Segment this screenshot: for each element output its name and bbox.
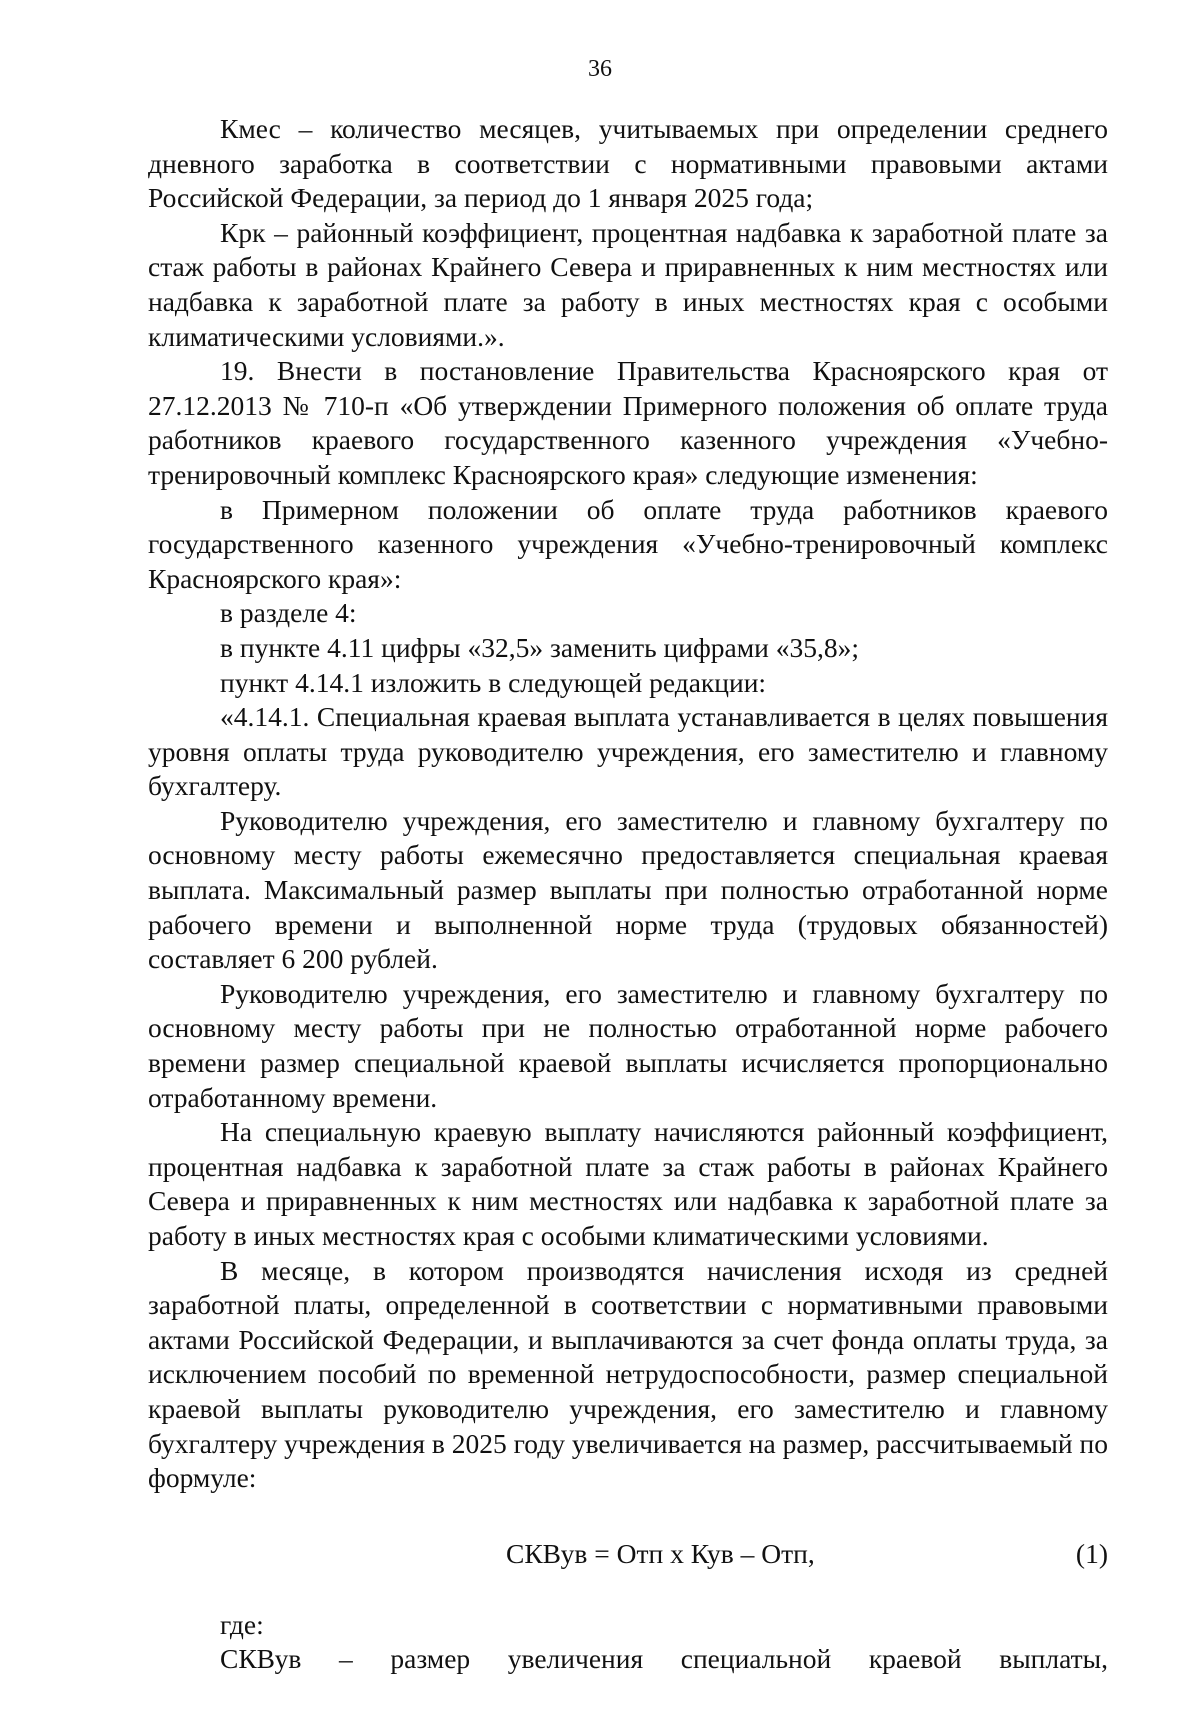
paragraph-point-4-11: в пункте 4.11 цифры «32,5» заменить цифрами «35,8»;	[220, 631, 859, 663]
paragraph-point-4-14-1: пункт 4.14.1 изложить в следующей редакции:	[220, 666, 767, 698]
definition-word: СКВув	[220, 1643, 302, 1675]
paragraph-krk: Крк – районный коэффициент, процентная надбавка к заработной плате за стаж работы в районах Крайнего Севера и приравненных к ним местностях или надбавка к заработной плате за работу в иных местностях края с особыми климатическими условиями.».	[148, 216, 1108, 352]
where-label: где:	[220, 1608, 264, 1640]
document-body	[148, 112, 1108, 1677]
paragraph-4-14-1-text: «4.14.1. Специальная краевая выплата устанавливается в целях повышения уровня оплаты труда руководителю учреждения, его заместителю и главному бухгалтеру.	[148, 701, 1108, 802]
definition-word: краевой	[868, 1643, 962, 1675]
definition-word: –	[339, 1643, 353, 1675]
paragraph-coefficients: На специальную краевую выплату начисляются районный коэффициент, процентная надбавка к заработной плате за стаж работы в районах Крайнего Севера и приравненных к ним местностях или надбавка к заработной плате за работу в иных местностях края с особыми климатическими условиями.	[148, 1116, 1108, 1251]
paragraph-section-4: в разделе 4:	[220, 597, 357, 629]
definition-line	[148, 1642, 1108, 1677]
definition-word: размер	[390, 1643, 471, 1675]
paragraph-increase: В месяце, в котором производятся начисления исходя из средней заработной платы, определенной в соответствии с нормативными правовыми актами Российской Федерации, и выплачиваются за счет фонда оплаты труда, за исключением пособий по временной нетрудоспособности, размер специальной краевой выплаты руководителю учреждения, его заместителю и главному бухгалтеру учреждения в 2025 году увеличивается на размер, рассчитываемый по формуле:	[148, 1254, 1108, 1494]
paragraph-regulation: в Примерном положении об оплате труда работников краевого государственного казенного учреждения «Учебно-тренировочный комплекс Красноярского края»:	[148, 493, 1108, 594]
definition-word: увеличения	[507, 1643, 644, 1675]
formula-row	[148, 1534, 1108, 1574]
paragraph-proportional: Руководителю учреждения, его заместителю и главному бухгалтеру по основному месту работы при не полностью отработанной норме рабочего времени размер специальной краевой выплаты исчисляется пропорционально отработанному времени.	[148, 977, 1108, 1113]
paragraph-kmes: Кмес – количество месяцев, учитываемых при определении среднего дневного заработка в соответствии с нормативными правовыми актами Российской Федерации, за период до 1 января 2025 года;	[148, 113, 1108, 214]
paragraph-max-payment: Руководителю учреждения, его заместителю и главному бухгалтеру по основному месту работы ежемесячно предоставляется специальная краевая выплата. Максимальный размер выплаты при полностью отработанной норме рабочего времени и выполненной норме труда (трудовых обязанностей) составляет 6 200 рублей.	[148, 804, 1108, 975]
formula: СКВув = Отп х Кув – Отп,	[506, 1537, 815, 1569]
definition-word: специальной	[680, 1643, 832, 1675]
paragraph-item-19: 19. Внести в постановление Правительства Красноярского края от 27.12.2013 № 710-п «Об утверждении Примерного положения об оплате труда работников краевого государственного казенного учреждения «Учебно-тренировочный комплекс Красноярского края» следующие изменения:	[148, 355, 1108, 490]
formula-number: (1)	[1075, 1537, 1108, 1569]
definition-word: выплаты,	[999, 1643, 1108, 1675]
page-number: 36	[588, 56, 612, 82]
